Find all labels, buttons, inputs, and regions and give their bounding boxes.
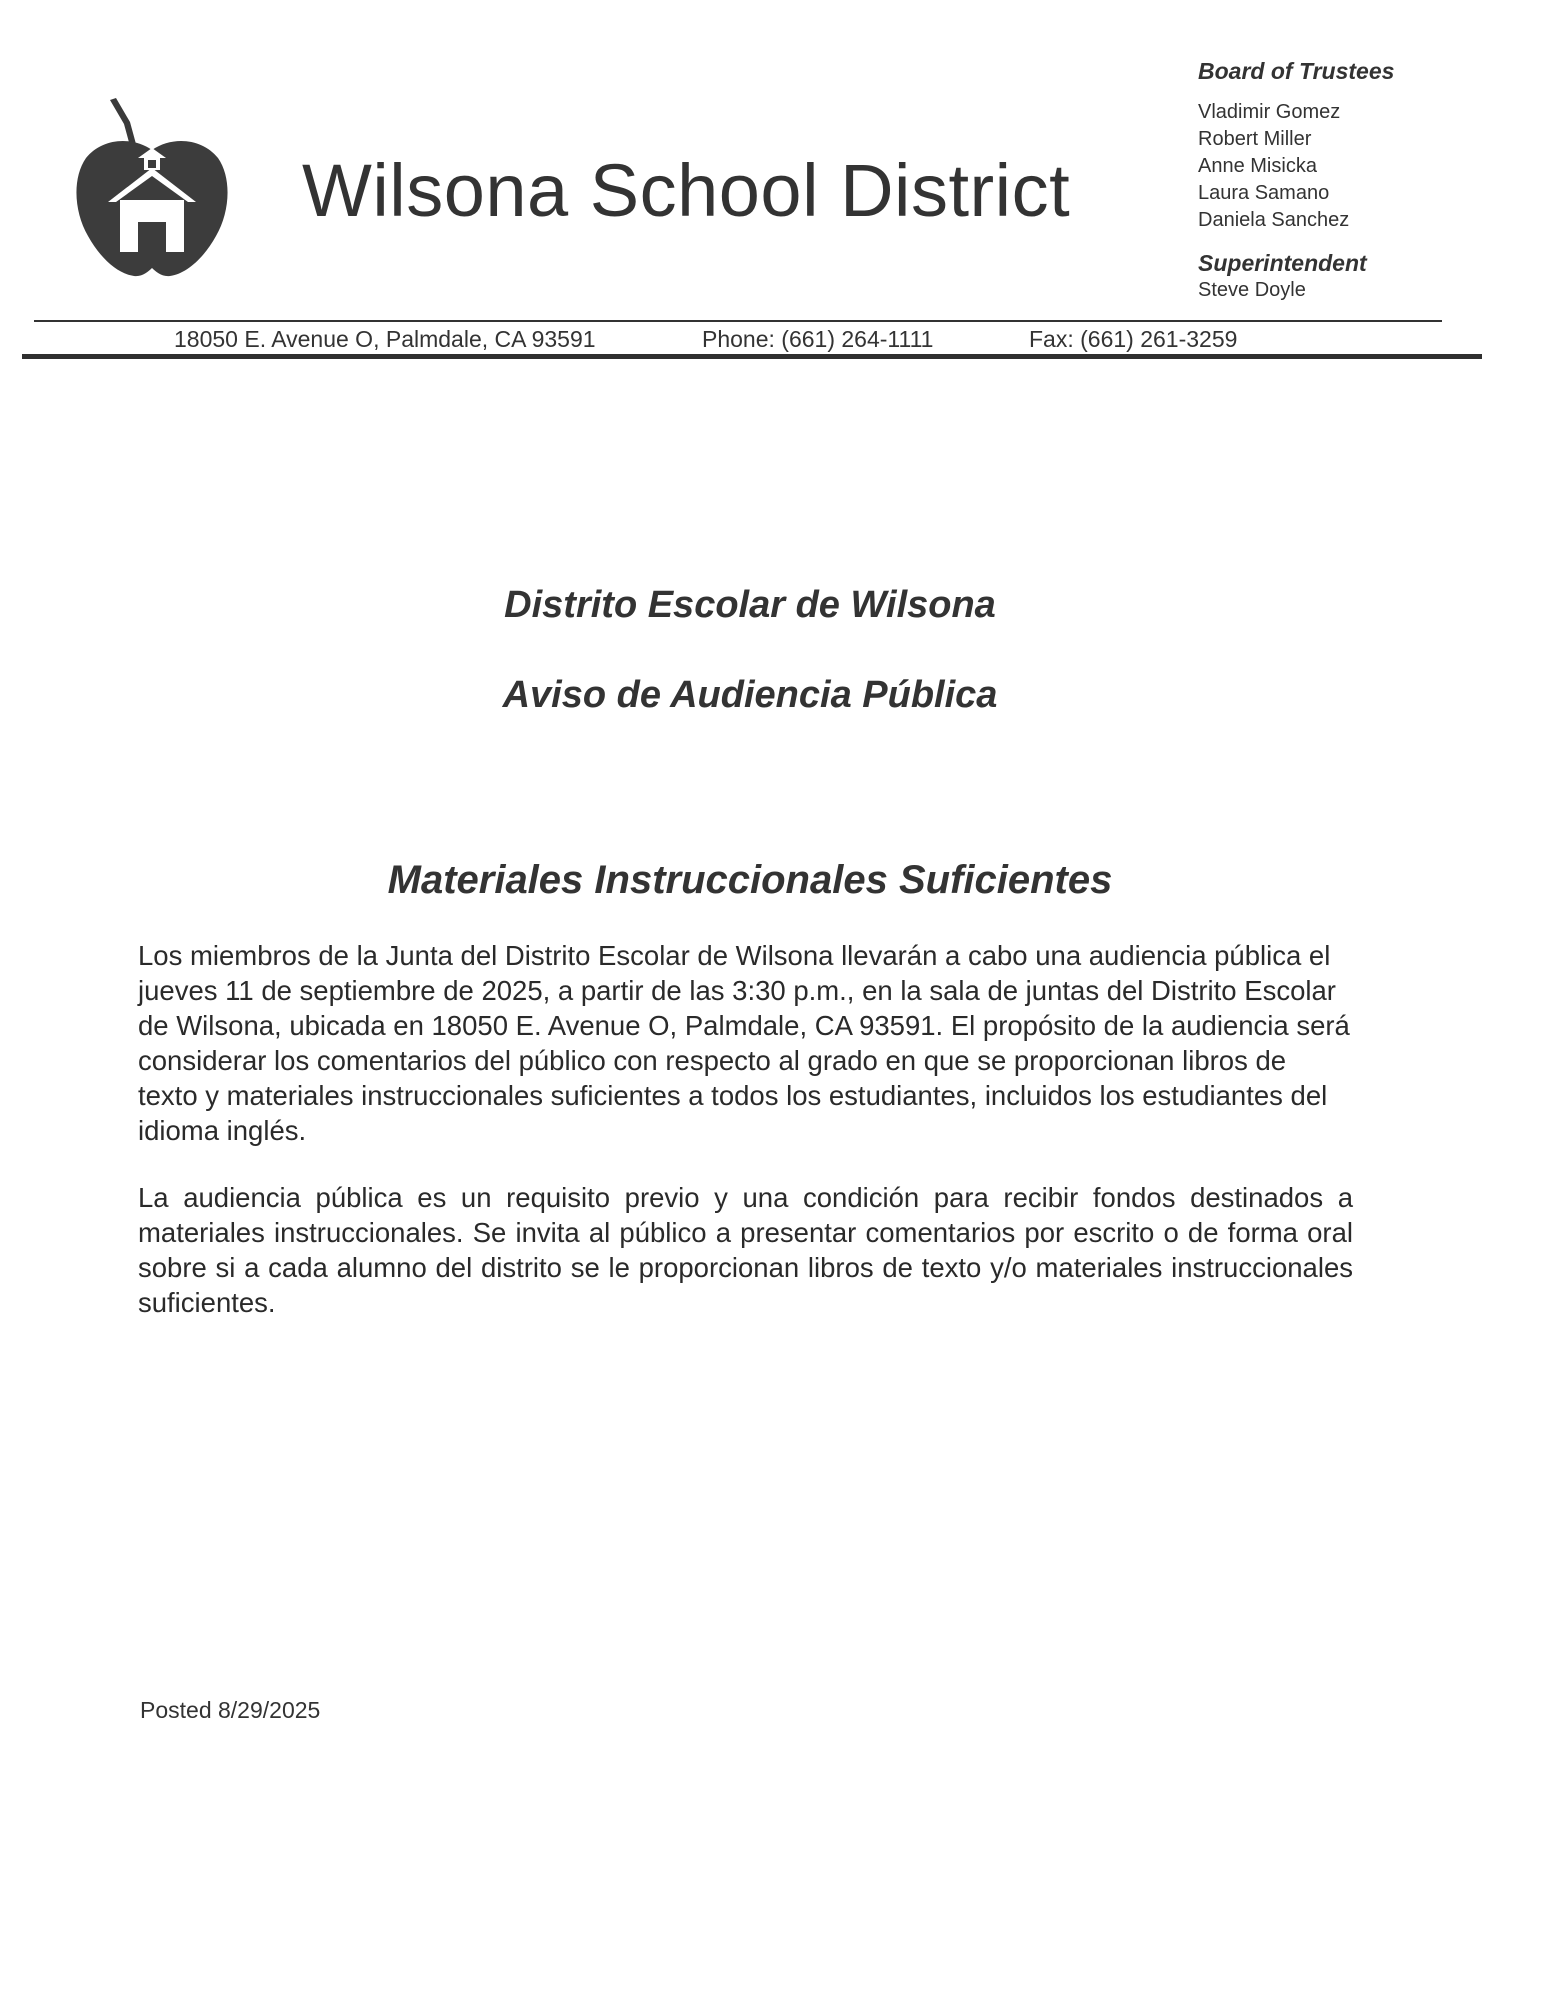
board-heading: Board of Trustees bbox=[1198, 58, 1395, 84]
phone-text: Phone: (661) 264-1111 bbox=[702, 326, 934, 352]
board-member: Vladimir Gomez bbox=[1198, 101, 1341, 123]
district-name: Wilsona School District bbox=[302, 149, 1071, 232]
notice-paragraph-1: Los miembros de la Junta del Distrito Escolar de Wilsona llevarán a cabo una audiencia pública el jueves 11 de septiembre de 2025, a partir de las 3:30 p.m., en la sala de juntas del Distrito Escolar de Wilsona, ubicada en 18050 E. Avenue O, Palmdale, CA 93591. El propósito de la audiencia será considerar los comentarios del público con respecto al grado en que se proporcionan libros de texto y materiales instruccionales suficientes a todos los estudiantes, incluidos los estudiantes del idioma inglés. bbox=[138, 940, 1350, 1146]
superintendent-heading: Superintendent bbox=[1198, 250, 1367, 276]
board-member: Laura Samano bbox=[1198, 182, 1330, 204]
notice-subtitle: Materiales Instruccionales Suficientes bbox=[387, 858, 1113, 902]
notice-paragraph-2: La audiencia pública es un requisito previo y una condición para recibir fondos destinados a materiales instruccionales. Se invita al público a presentar comentarios por escrito o de forma oral sobre si a cada alumno del distrito se le proporcionan libros de texto y/o materiales instruccionales suficientes. bbox=[138, 1182, 1353, 1318]
board-member: Robert Miller bbox=[1198, 128, 1312, 150]
posted-date: Posted 8/29/2025 bbox=[140, 1697, 321, 1723]
board-member: Daniela Sanchez bbox=[1198, 209, 1350, 231]
superintendent-name: Steve Doyle bbox=[1198, 279, 1306, 301]
board-block bbox=[1198, 58, 1528, 302]
notice-title-hearing: Aviso de Audiencia Pública bbox=[502, 674, 998, 716]
header-divider-thin bbox=[34, 320, 1442, 322]
contact-bar bbox=[174, 326, 1237, 353]
notice-title-district: Distrito Escolar de Wilsona bbox=[504, 584, 996, 626]
board-members-list bbox=[1198, 99, 1528, 234]
fax-text: Fax: (661) 261-3259 bbox=[1029, 326, 1238, 352]
apple-schoolhouse-logo bbox=[72, 92, 232, 282]
header-divider-thick bbox=[22, 354, 1482, 359]
board-member: Anne Misicka bbox=[1198, 155, 1317, 177]
address-text: 18050 E. Avenue O, Palmdale, CA 93591 bbox=[174, 326, 596, 352]
